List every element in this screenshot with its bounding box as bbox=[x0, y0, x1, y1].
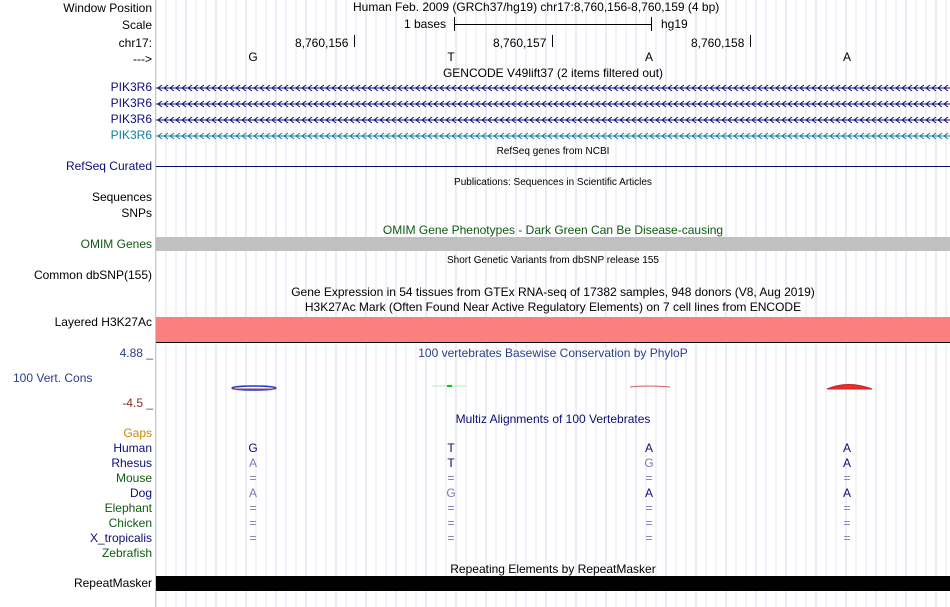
gencode-gene-track[interactable] bbox=[156, 99, 950, 109]
alignment-base: G bbox=[248, 441, 258, 455]
species-label[interactable]: Elephant bbox=[104, 501, 152, 515]
coord-tick-2 bbox=[552, 35, 553, 47]
scale-bases-text: 1 bases bbox=[404, 17, 447, 31]
species-label[interactable]: Mouse bbox=[115, 471, 152, 485]
gencode-item-label[interactable]: PIK3R6 bbox=[110, 128, 152, 142]
reference-base: A bbox=[842, 50, 851, 64]
scale-label: Scale bbox=[121, 18, 152, 32]
refseq-gene-line[interactable] bbox=[156, 166, 950, 167]
species-label[interactable]: Human bbox=[113, 441, 152, 455]
refseq-label[interactable]: RefSeq Curated bbox=[65, 159, 152, 173]
alignment-base: A bbox=[644, 441, 653, 455]
alignment-base: G bbox=[446, 486, 456, 500]
alignment-base: A bbox=[248, 456, 257, 470]
coord-2: 8,760,157 bbox=[493, 36, 547, 50]
alignment-base: A bbox=[842, 486, 851, 500]
repeatmasker-track-title: Repeating Elements by RepeatMasker bbox=[450, 562, 656, 576]
alignment-base: = bbox=[645, 471, 653, 485]
alignment-base: = bbox=[249, 531, 257, 545]
h3k27ac-track-title: H3K27Ac Mark (Often Found Near Active Regulatory Elements) on 7 cell lines from ENCODE bbox=[304, 300, 802, 314]
alignment-base: T bbox=[447, 456, 455, 470]
gencode-item-label[interactable]: PIK3R6 bbox=[110, 80, 152, 94]
conservation-min-value: -4.5 _ bbox=[122, 396, 153, 410]
gencode-gene-track[interactable] bbox=[156, 131, 950, 141]
reference-base: A bbox=[644, 50, 653, 64]
alignment-base: = bbox=[447, 516, 455, 530]
gencode-item-label[interactable]: PIK3R6 bbox=[110, 112, 152, 126]
species-label[interactable]: Rhesus bbox=[111, 456, 152, 470]
alignment-base: = bbox=[447, 501, 455, 515]
conservation-peak-2 bbox=[447, 385, 452, 387]
refseq-track-title: RefSeq genes from NCBI bbox=[496, 146, 610, 157]
window-position-label: Window Position bbox=[63, 1, 152, 15]
repeatmasker-bar[interactable] bbox=[156, 576, 950, 591]
dbsnp-label[interactable]: Common dbSNP(155) bbox=[33, 268, 152, 282]
alignment-base: = bbox=[447, 471, 455, 485]
species-label[interactable]: Dog bbox=[129, 486, 152, 500]
alignment-base: A bbox=[248, 486, 257, 500]
alignment-base: A bbox=[842, 441, 851, 455]
repeatmasker-label[interactable]: RepeatMasker bbox=[73, 576, 152, 590]
gencode-gene-track[interactable] bbox=[156, 83, 950, 93]
alignment-base: = bbox=[645, 501, 653, 515]
h3k27ac-baseline bbox=[156, 342, 950, 343]
conservation-max-value: 4.88 _ bbox=[119, 346, 153, 360]
sequences-label[interactable]: Sequences bbox=[91, 190, 152, 204]
alignment-base: = bbox=[843, 516, 851, 530]
conservation-label[interactable]: 100 Vert. Cons bbox=[13, 371, 93, 385]
conservation-signal[interactable] bbox=[156, 378, 950, 398]
conservation-peak-4 bbox=[827, 385, 872, 390]
alignment-base: = bbox=[645, 516, 653, 530]
alignment-base: = bbox=[843, 531, 851, 545]
gaps-label[interactable]: Gaps bbox=[123, 426, 152, 440]
scale-bar bbox=[454, 17, 652, 31]
species-label[interactable]: Chicken bbox=[108, 516, 152, 530]
chromosome-label: chr17: bbox=[118, 36, 152, 50]
snps-label[interactable]: SNPs bbox=[121, 206, 152, 220]
gencode-gene-track[interactable] bbox=[156, 115, 950, 125]
omim-label[interactable]: OMIM Genes bbox=[80, 237, 152, 251]
gtex-track-title: Gene Expression in 54 tissues from GTEx RNA-seq of 17382 samples, 948 donors (V8, Aug 2019) bbox=[291, 285, 815, 299]
conservation-peak-3 bbox=[630, 386, 670, 387]
publications-track-title: Publications: Sequences in Scientific Articles bbox=[454, 177, 652, 188]
coord-3: 8,760,158 bbox=[691, 36, 745, 50]
strand-label: ---> bbox=[133, 52, 152, 66]
dbsnp-track-title: Short Genetic Variants from dbSNP release 155 bbox=[447, 255, 659, 266]
alignment-base: T bbox=[447, 441, 455, 455]
alignment-base: = bbox=[843, 471, 851, 485]
alignment-base: A bbox=[644, 486, 653, 500]
omim-track-title: OMIM Gene Phenotypes - Dark Green Can Be Disease-causing bbox=[382, 223, 724, 237]
scale-db-text: hg19 bbox=[661, 17, 688, 31]
h3k27ac-signal-bar[interactable] bbox=[156, 317, 950, 342]
species-label[interactable]: Zebrafish bbox=[101, 546, 152, 560]
alignment-base: = bbox=[645, 531, 653, 545]
coord-tick-3 bbox=[750, 35, 751, 47]
assembly-position-text: Human Feb. 2009 (GRCh37/hg19) chr17:8,760,156-8,760,159 (4 bp) bbox=[353, 0, 720, 14]
alignment-base: = bbox=[249, 516, 257, 530]
omim-feature-bar[interactable] bbox=[156, 237, 950, 251]
multiz-track-title: Multiz Alignments of 100 Vertebrates bbox=[455, 412, 651, 426]
conservation-track-title: 100 vertebrates Basewise Conservation by PhyloP bbox=[418, 346, 688, 360]
coord-1: 8,760,156 bbox=[295, 36, 349, 50]
alignment-base: G bbox=[644, 456, 654, 470]
alignment-base: = bbox=[843, 501, 851, 515]
alignment-base: = bbox=[249, 501, 257, 515]
reference-base: G bbox=[248, 50, 258, 64]
alignment-base: = bbox=[447, 531, 455, 545]
alignment-base: A bbox=[842, 456, 851, 470]
alignment-base: = bbox=[249, 471, 257, 485]
gencode-track-title: GENCODE V49lift37 (2 items filtered out) bbox=[442, 66, 664, 80]
reference-base: T bbox=[447, 50, 455, 64]
coord-tick-1 bbox=[354, 35, 355, 47]
species-label[interactable]: X_tropicalis bbox=[89, 531, 152, 545]
h3k27ac-label[interactable]: Layered H3K27Ac bbox=[54, 315, 152, 329]
gencode-item-label[interactable]: PIK3R6 bbox=[110, 96, 152, 110]
